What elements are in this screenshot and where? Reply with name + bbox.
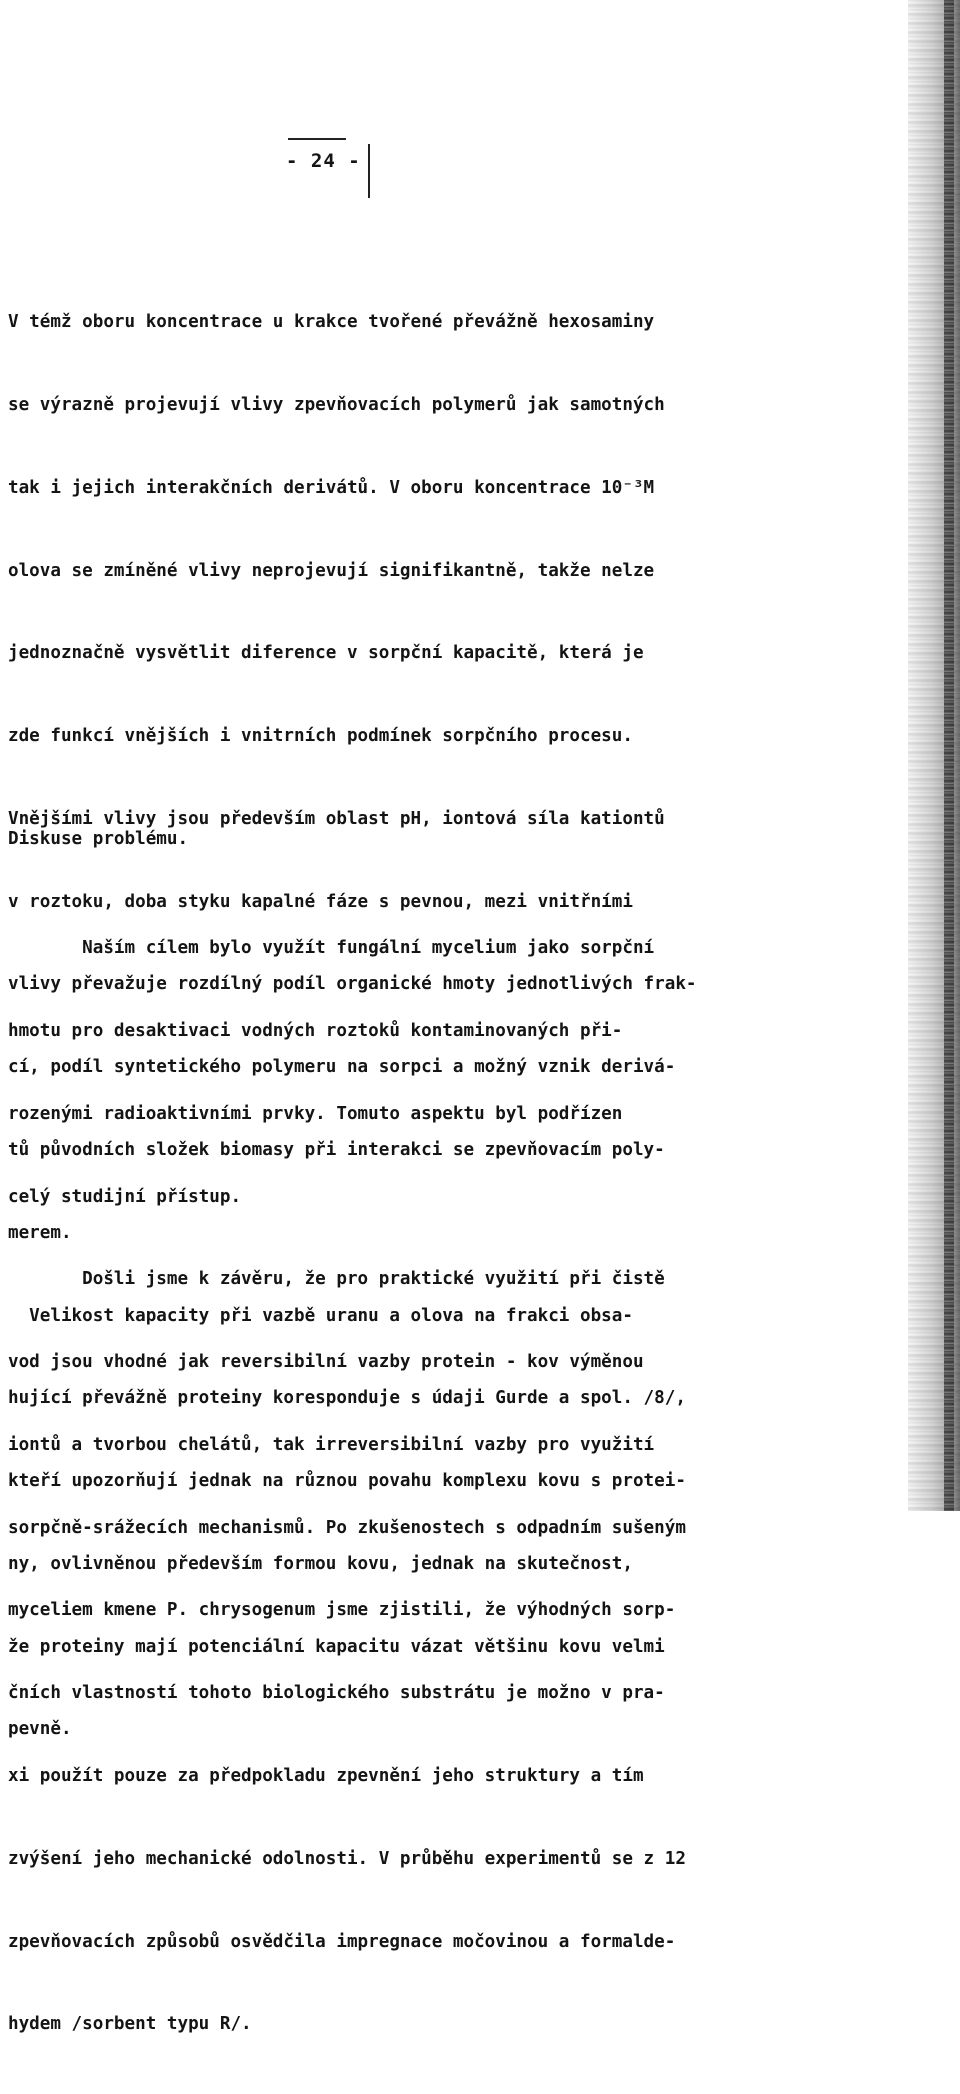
text-line: pevně. [8, 1719, 72, 1740]
section-heading: Diskuse problému. [8, 829, 189, 849]
text-line: hydem /sorbent typu R/. [8, 2014, 252, 2035]
text-line: cí, podíl syntetického polymeru na sorpci a možný vznik derivá- [8, 1057, 676, 1078]
page-number-bar [368, 144, 370, 198]
text-line: merem. [8, 1222, 72, 1243]
text-line: v roztoku, doba styku kapalné fáze s pevnou, mezi vnitřními [8, 891, 633, 912]
scan-edge-artifact [908, 0, 960, 1511]
text-line: hující převážně proteiny koresponduje s údaji Gurde a spol. /8/, [8, 1388, 686, 1409]
text-line: V témž oboru koncentrace u krakce tvořené převážně hexosaminy [8, 312, 655, 333]
text-line: olova se zmíněné vlivy neprojevují signifikantně, takže nelze [8, 560, 655, 581]
text-line: že proteiny mají potenciální kapacitu vázat většinu kovu velmi [8, 1636, 665, 1657]
page-number: - 24 - [286, 150, 361, 172]
text-line: iontů a tvorbou chelátů, tak irreversibilní vazby pro využití [8, 1434, 655, 1455]
text-line: čních vlastností tohoto biologického substrátu je možno v pra- [8, 1683, 665, 1704]
text-line: vod jsou vhodné jak reversibilní vazby protein - kov výměnou [8, 1352, 644, 1373]
page-number-block [284, 130, 394, 200]
text-line: tak i jejich interakčních derivátů. V oboru koncentrace 10⁻³M [8, 477, 655, 498]
text-line: myceliem kmene P. chrysogenum jsme zjistili, že výhodných sorp- [8, 1600, 676, 1621]
text-line: sorpčně-srážecích mechanismů. Po zkušenostech s odpadním sušeným [8, 1517, 686, 1538]
text-line: rozenými radioaktivními prvky. Tomuto aspektu byl podřízen [8, 1103, 623, 1124]
text-line: ny, ovlivněnou především formou kovu, jednak na skutečnost, [8, 1553, 633, 1574]
text-line: se výrazně projevují vlivy zpevňovacích polymerů jak samotných [8, 394, 665, 415]
text-line: zvýšení jeho mechanické odolnosti. V průběhu experimentů se z 12 [8, 1848, 686, 1869]
text-line: Velikost kapacity při vazbě uranu a olova na frakci obsa- [8, 1305, 633, 1326]
paragraph-discussion [8, 880, 760, 2094]
text-line: vlivy převažuje rozdílný podíl organické hmoty jednotlivých frak- [8, 974, 697, 995]
text-line: Naším cílem bylo využít fungální mycelium jako sorpční [8, 938, 655, 959]
text-line: xi použít pouze za předpokladu zpevnění jeho struktury a tím [8, 1766, 644, 1786]
text-line: celý studijní přístup. [8, 1186, 242, 1207]
text-line: zpevňovacích způsobů osvědčila impregnace močovinou a formalde- [8, 1931, 676, 1952]
text-line: jednoznačně vysvětlit diference v sorpční kapacitě, která je [8, 643, 644, 664]
text-line: zde funkcí vnějších i vnitrních podmínek sorpčního procesu. [8, 726, 633, 747]
text-line: tů původních složek biomasy při interakci se zpevňovacím poly- [8, 1140, 665, 1160]
text-line: Došli jsme k závěru, že pro praktické využití při čistě [8, 1269, 665, 1290]
text-line: hmotu pro desaktivaci vodných roztoků kontaminovaných při- [8, 1020, 623, 1041]
text-line: Vnějšími vlivy jsou především oblast pH, iontová síla kationtů [8, 808, 665, 829]
page-number-rule [288, 138, 346, 140]
text-line: kteří upozorňují jednak na různou povahu komplexu kovu s protei- [8, 1471, 686, 1492]
